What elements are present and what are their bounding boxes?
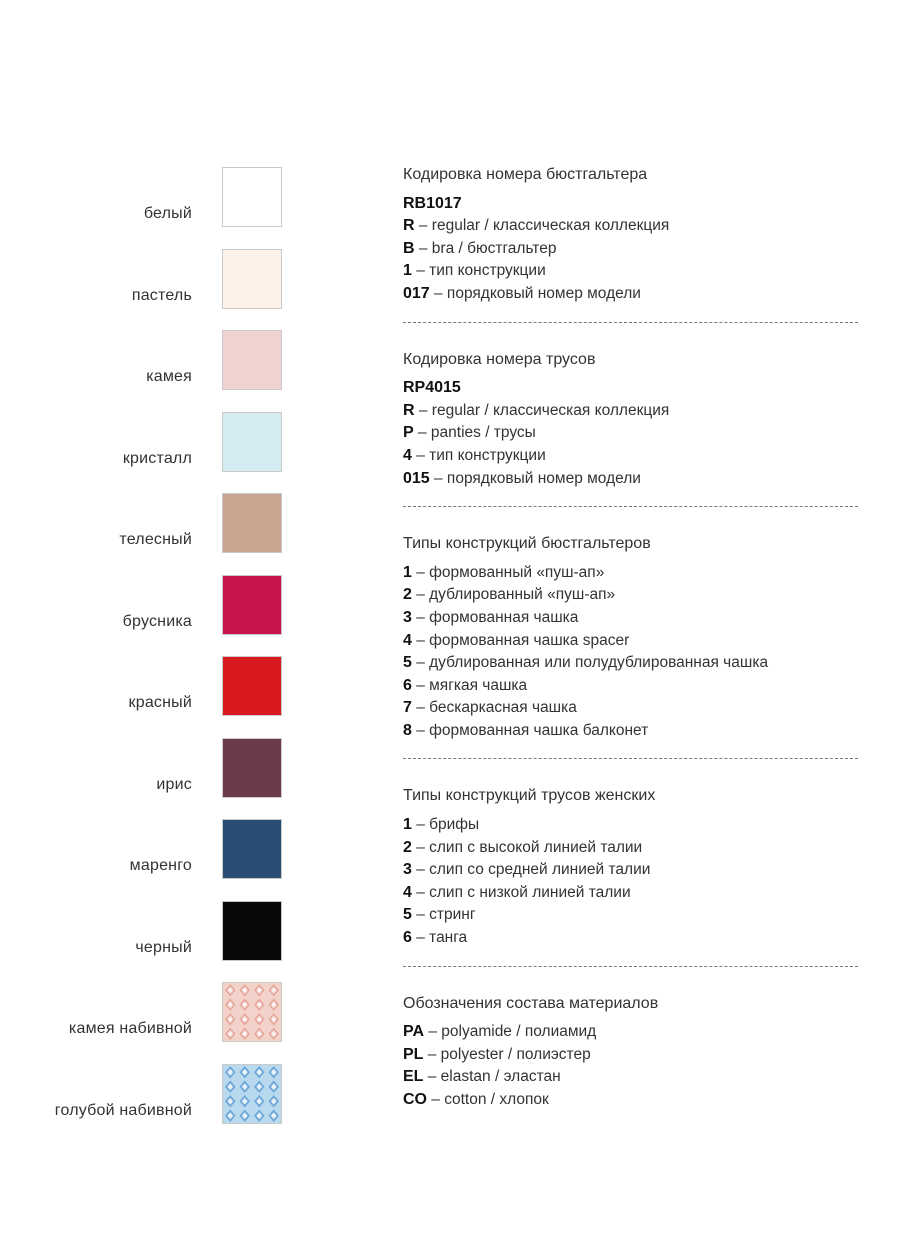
color-swatch (222, 167, 282, 227)
legend-key: 3 (403, 608, 412, 626)
section-divider (403, 322, 858, 323)
color-swatch (222, 1064, 282, 1124)
legend-key: P (403, 424, 414, 442)
color-row (0, 897, 300, 979)
legend-text: – bra / бюстгальтер (414, 239, 557, 257)
color-name: белый (143, 205, 192, 222)
color-name: черный (135, 938, 192, 956)
section-title: Кодировка номера трусов (403, 350, 596, 368)
color-swatch (222, 493, 282, 553)
legend-key: 3 (403, 861, 412, 879)
legend-key: 6 (403, 676, 412, 694)
legend-line (403, 422, 863, 445)
legend-line (403, 814, 863, 837)
legend-line (403, 882, 863, 905)
legend-text: – слип с низкой линией талии (411, 883, 631, 901)
color-row (0, 571, 300, 653)
section-title: Типы конструкций трусов женских (403, 787, 656, 805)
legend-line (403, 675, 863, 698)
color-name: камея (146, 368, 192, 385)
legend-line (403, 630, 863, 653)
color-name: красный (128, 694, 192, 711)
legend-key: 2 (403, 586, 412, 604)
legend-line (403, 562, 863, 585)
color-row (0, 489, 300, 571)
legend-line (403, 1066, 863, 1089)
legend-line (403, 445, 863, 468)
color-row (0, 163, 300, 245)
color-name: пастель (131, 286, 192, 304)
info-section (403, 993, 863, 1112)
info-section (403, 349, 863, 491)
legend-line (403, 904, 863, 927)
info-section (403, 533, 863, 742)
legend-text: – брифы (411, 816, 480, 834)
legend-line (403, 468, 863, 491)
legend-text: – cotton / хлопок (427, 1091, 549, 1108)
legend-key: 1 (403, 563, 412, 581)
legend-line (403, 400, 863, 423)
legend-line (403, 260, 863, 283)
legend-line (403, 720, 863, 743)
legend-key: R (403, 217, 415, 235)
legend-text: – regular / классическая коллекция (414, 401, 670, 419)
legend-line (403, 927, 863, 950)
legend-line (403, 238, 863, 261)
legend-line (403, 215, 863, 238)
legend-key: PL (403, 1045, 424, 1063)
legend-key: 6 (403, 929, 412, 947)
color-swatch (222, 575, 282, 635)
legend-text: – elastan / эластан (423, 1068, 561, 1086)
legend-text: – тип конструкции (411, 446, 546, 464)
color-row (0, 815, 300, 897)
legend-text: – бескаркасная чашка (411, 699, 577, 717)
legend-line (403, 584, 863, 607)
legend-line (403, 1021, 863, 1044)
legend-text: – слип со средней линией талии (411, 861, 651, 879)
legend-key: 5 (403, 906, 412, 924)
legend-text: – regular / классическая коллекция (414, 217, 670, 235)
color-name: телесный (119, 531, 192, 548)
legend-key: B (403, 239, 415, 257)
legend-key: EL (403, 1068, 424, 1086)
legend-key: 2 (403, 838, 412, 856)
legend-key: 7 (403, 699, 412, 717)
legend-key: R (403, 401, 415, 419)
color-row (0, 734, 300, 816)
color-name: маренго (129, 857, 192, 874)
section-divider (403, 758, 858, 759)
legend-text: – polyamide / полиамид (424, 1023, 597, 1041)
legend-key: PA (403, 1023, 425, 1041)
legend-key: CO (403, 1091, 427, 1108)
color-name: голубой набивной (54, 1101, 192, 1119)
legend-text: – формованная чашка балконет (411, 721, 649, 739)
legend-line (403, 652, 863, 675)
legend-text: – стринг (411, 906, 476, 924)
legend-key: 4 (403, 631, 412, 649)
legend-line (403, 1044, 863, 1067)
coding-info (403, 164, 863, 1112)
legend-text: – формованная чашка spacer (411, 631, 630, 649)
legend-text: – формованный «пуш-ап» (411, 563, 605, 581)
legend-key: 015 (403, 469, 430, 487)
legend-text: – слип с высокой линией талии (411, 838, 643, 856)
color-swatch (222, 249, 282, 309)
legend-key: 1 (403, 262, 412, 280)
legend-key: 1 (403, 816, 412, 834)
legend-text: – танга (411, 929, 468, 947)
section-title: Типы конструкций бюстгальтеров (403, 535, 651, 553)
section-divider (403, 506, 858, 507)
color-row (0, 652, 300, 734)
legend-text: – формованная чашка (411, 608, 579, 626)
legend-line (403, 859, 863, 882)
info-section (403, 785, 863, 949)
legend-key: 5 (403, 654, 412, 672)
color-swatch (222, 738, 282, 798)
legend-text: – порядковый номер модели (429, 469, 641, 487)
legend-text: – порядковый номер модели (429, 284, 641, 302)
legend-text: – дублированная или полудублированная чашка (411, 654, 769, 672)
section-divider (403, 966, 858, 967)
color-legend (0, 163, 300, 1141)
legend-text: – panties / трусы (413, 424, 536, 442)
legend-text: – тип конструкции (411, 262, 546, 280)
color-name: брусника (122, 612, 192, 630)
color-name: камея набивной (68, 1020, 192, 1037)
legend-text: – мягкая чашка (411, 676, 528, 694)
legend-text: – polyester / полиэстер (423, 1045, 591, 1063)
legend-key: 4 (403, 883, 412, 901)
color-swatch (222, 412, 282, 472)
legend-key: 017 (403, 284, 430, 302)
section-title: Обозначения состава материалов (403, 994, 659, 1012)
color-row (0, 326, 300, 408)
color-swatch (222, 656, 282, 716)
legend-line (403, 1089, 863, 1112)
section-title: Кодировка номера бюстгальтера (403, 166, 648, 183)
legend-line (403, 697, 863, 720)
info-section (403, 164, 863, 306)
model-code: RP4015 (403, 379, 461, 397)
color-swatch (222, 982, 282, 1042)
color-row (0, 245, 300, 327)
color-row (0, 408, 300, 490)
color-name: ирис (156, 775, 192, 793)
color-row (0, 978, 300, 1060)
model-code: RB1017 (403, 194, 462, 212)
legend-text: – дублированный «пуш-ап» (411, 586, 616, 604)
color-swatch (222, 901, 282, 961)
color-swatch (222, 819, 282, 879)
color-name: кристалл (122, 449, 192, 467)
legend-line (403, 283, 863, 306)
legend-line (403, 837, 863, 860)
legend-key: 8 (403, 721, 412, 739)
color-swatch (222, 330, 282, 390)
color-row (0, 1060, 300, 1142)
legend-line (403, 607, 863, 630)
legend-key: 4 (403, 446, 412, 464)
